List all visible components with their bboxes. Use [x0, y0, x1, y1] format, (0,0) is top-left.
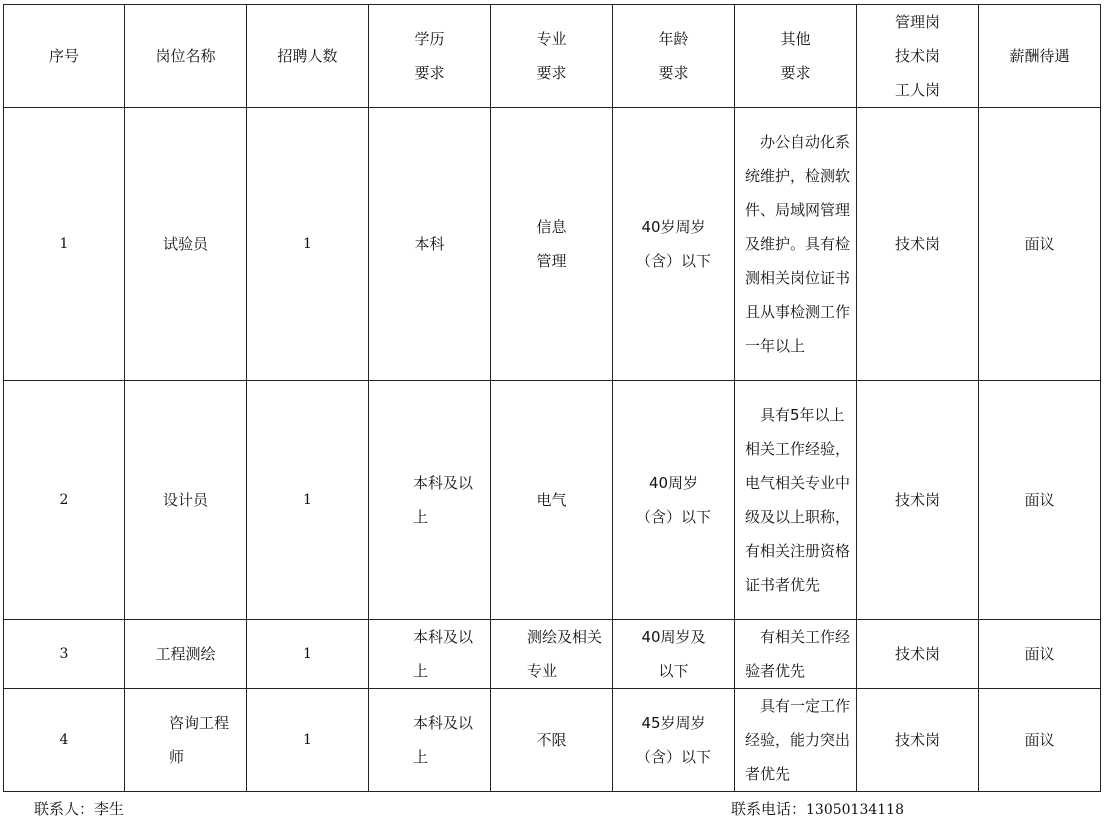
recruitment-table	[3, 4, 1101, 792]
row-education: 本科及以上	[369, 381, 491, 620]
row-major: 测绘及相关专业	[491, 620, 613, 689]
row-position: 咨询工程师	[125, 689, 247, 792]
table-header-row	[4, 5, 1101, 108]
row-major: 不限	[491, 689, 613, 792]
header-count: 招聘人数	[247, 5, 369, 108]
table-row	[4, 689, 1101, 792]
row-age: 40周岁 （含）以下	[613, 381, 735, 620]
contact-label: 联系人：	[34, 800, 95, 818]
header-position: 岗位名称	[125, 5, 247, 108]
phone-value: 13050134118	[806, 802, 904, 818]
row-other: 办公自动化系统维护，检测软件、局域网管理及维护。具有检测相关岗位证书且从事检测工作一年以上	[735, 108, 857, 381]
row-category: 技术岗	[857, 381, 979, 620]
row-education: 本科及以上	[369, 689, 491, 792]
row-no: 2	[4, 381, 125, 620]
row-category: 技术岗	[857, 108, 979, 381]
table-row	[4, 620, 1101, 689]
row-other: 有相关工作经验者优先	[735, 620, 857, 689]
row-category: 技术岗	[857, 689, 979, 792]
row-major: 信息 管理	[491, 108, 613, 381]
row-education: 本科	[369, 108, 491, 381]
row-salary: 面议	[979, 689, 1101, 792]
row-major: 电气	[491, 381, 613, 620]
row-no: 1	[4, 108, 125, 381]
table-row	[4, 381, 1101, 620]
header-education: 学历 要求	[369, 5, 491, 108]
row-no: 4	[4, 689, 125, 792]
row-salary: 面议	[979, 108, 1101, 381]
row-education: 本科及以上	[369, 620, 491, 689]
contact-name: 李生	[94, 800, 125, 818]
header-other: 其他 要求	[735, 5, 857, 108]
row-age: 40周岁及 以下	[613, 620, 735, 689]
row-age: 45岁周岁 （含）以下	[613, 689, 735, 792]
row-count: 1	[247, 108, 369, 381]
header-category: 管理岗 技术岗 工人岗	[857, 5, 979, 108]
contact-person	[34, 797, 124, 821]
phone-label: 联系电话：	[731, 800, 807, 818]
row-position: 设计员	[125, 381, 247, 620]
row-count: 1	[247, 620, 369, 689]
row-age: 40岁周岁 （含）以下	[613, 108, 735, 381]
row-salary: 面议	[979, 620, 1101, 689]
table-row	[4, 108, 1101, 381]
row-other: 具有一定工作经验，能力突出者优先	[735, 689, 857, 792]
header-major: 专业 要求	[491, 5, 613, 108]
row-no: 3	[4, 620, 125, 689]
header-no: 序号	[4, 5, 125, 108]
row-position: 工程测绘	[125, 620, 247, 689]
header-age: 年龄 要求	[613, 5, 735, 108]
contact-phone	[731, 797, 904, 822]
row-count: 1	[247, 381, 369, 620]
row-count: 1	[247, 689, 369, 792]
row-position: 试验员	[125, 108, 247, 381]
header-salary: 薪酬待遇	[979, 5, 1101, 108]
row-other: 具有5年以上相关工作经验，电气相关专业中级及以上职称，有相关注册资格证书者优先	[735, 381, 857, 620]
row-salary: 面议	[979, 381, 1101, 620]
row-category: 技术岗	[857, 620, 979, 689]
